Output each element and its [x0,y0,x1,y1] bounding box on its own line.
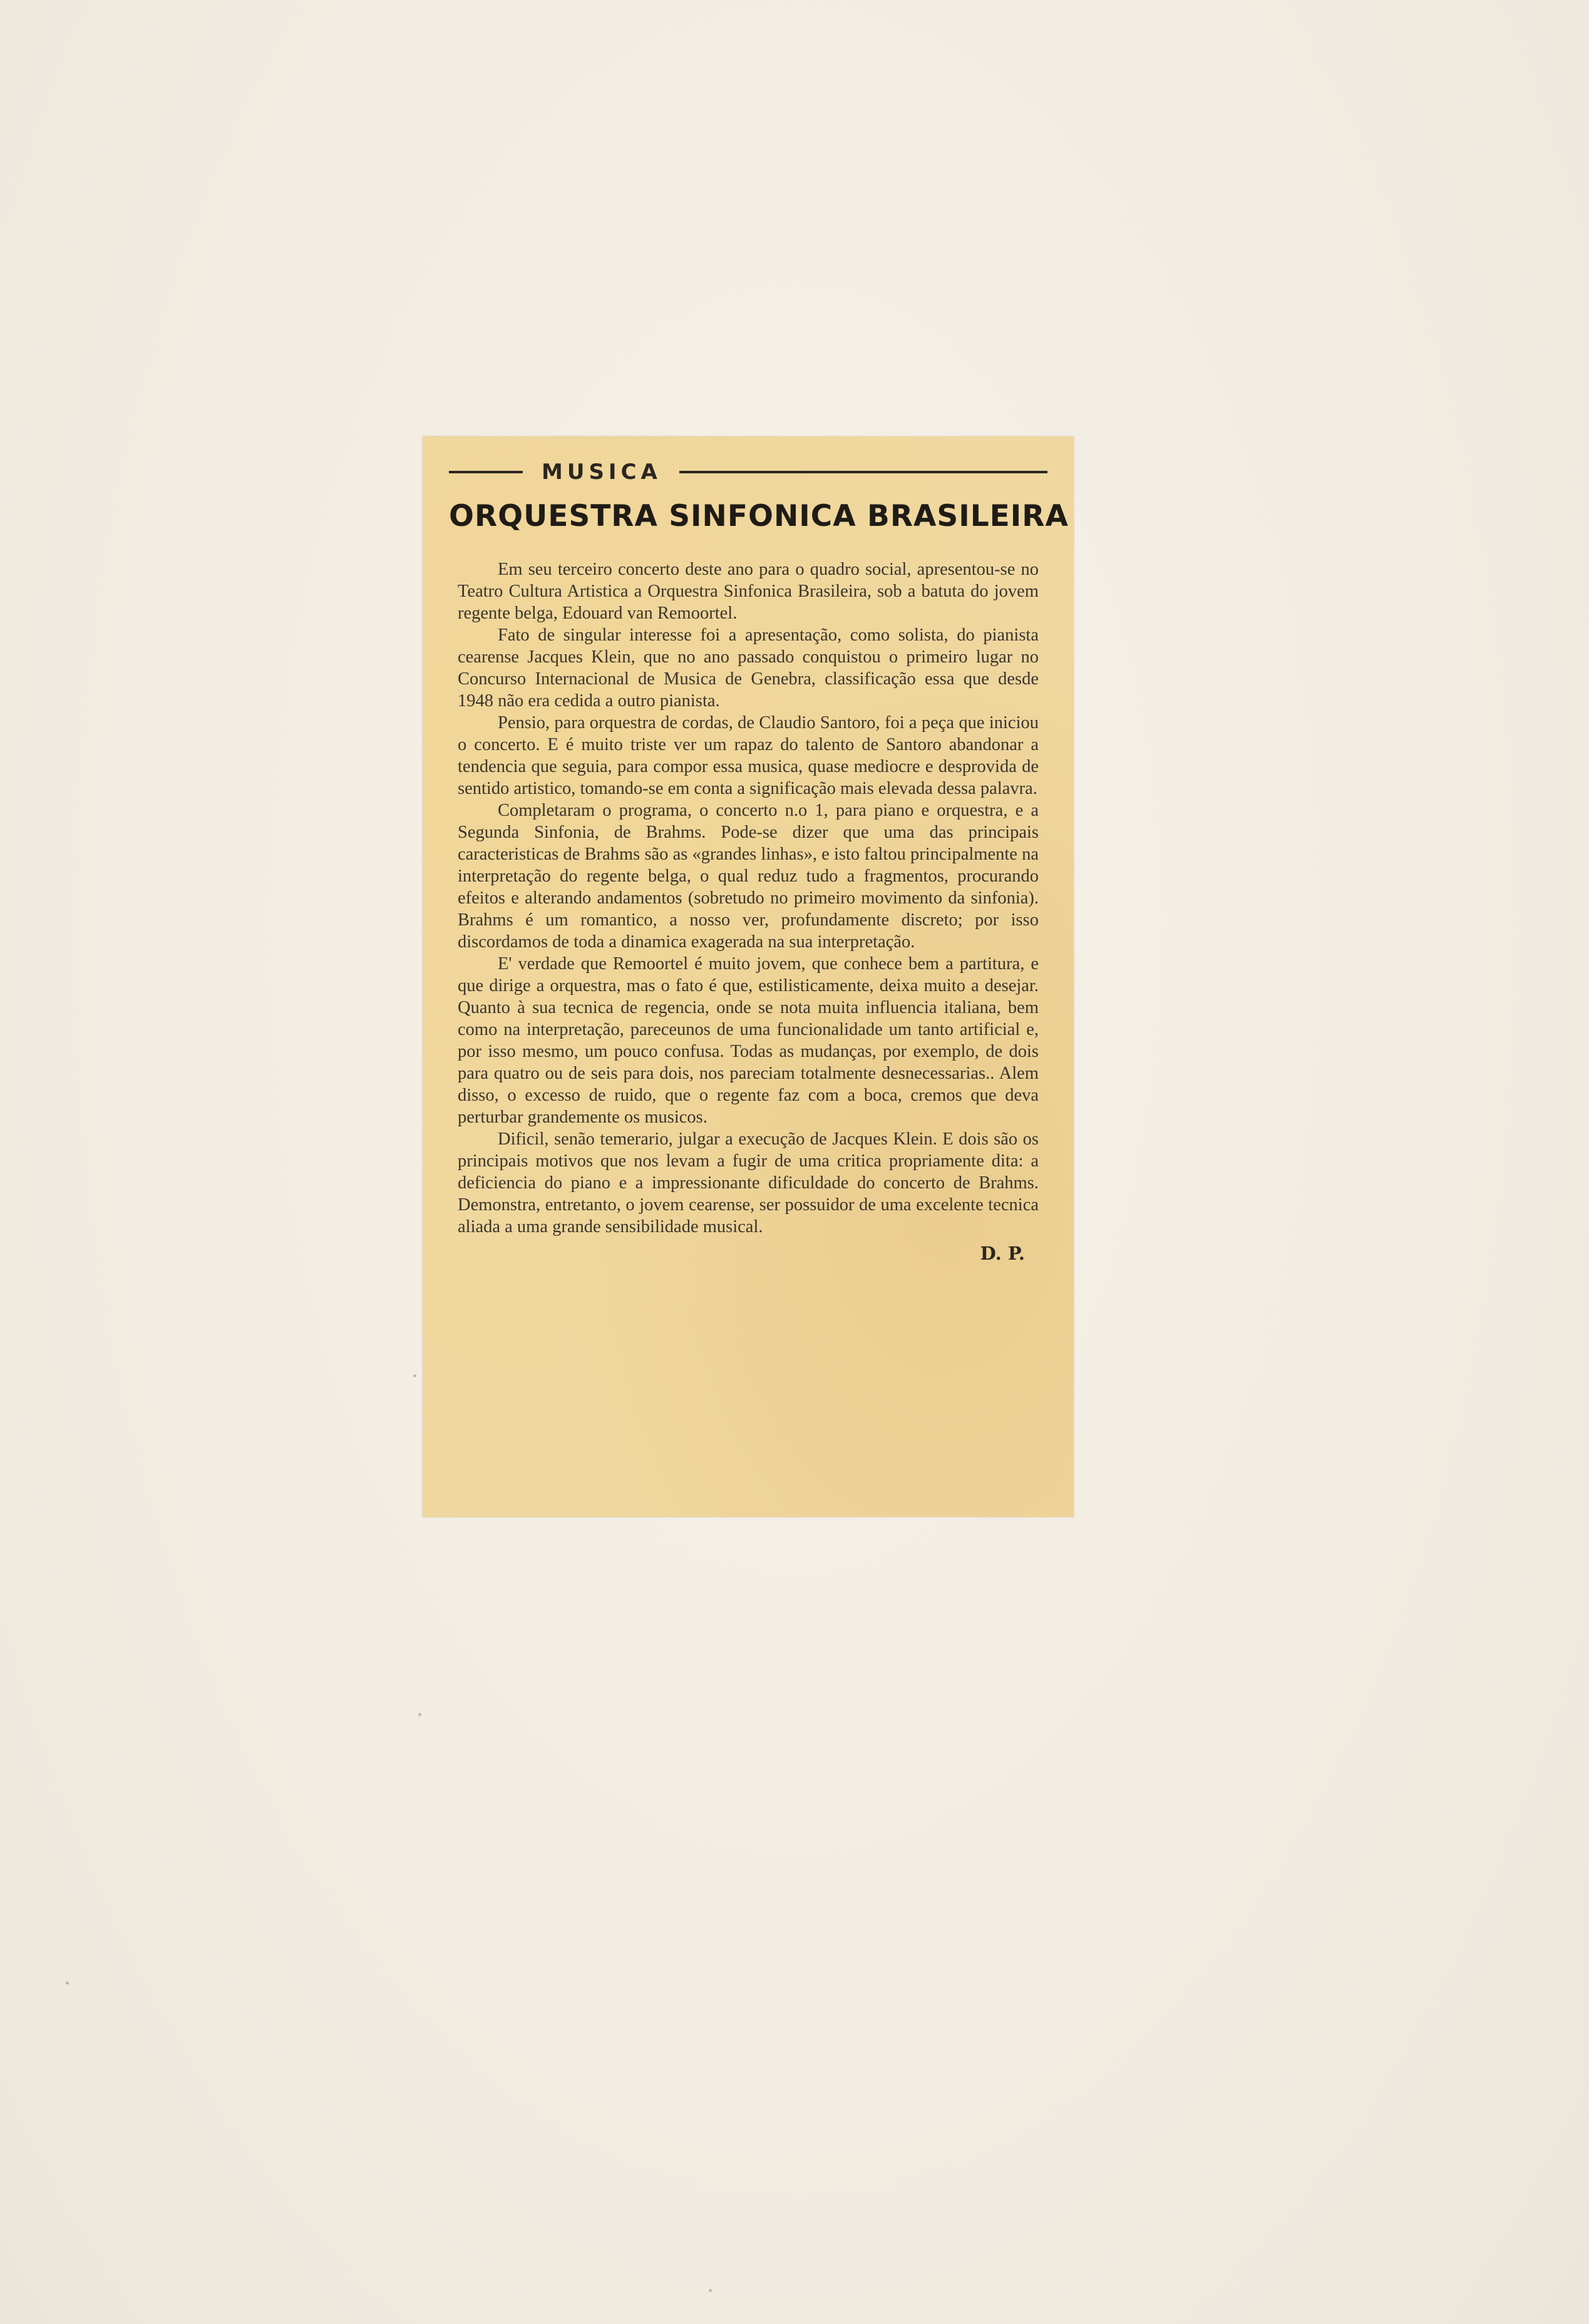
article-paragraph: Completaram o programa, o concerto n.o 1, para piano e orquestra, e a Segunda Sinfonia, de Brahms. Pode-se dizer que uma das principais caracteristicas de Brahms são as «grandes linhas», e isto faltou principalmente na interpretação do regente belga, o qual reduz tudo a fragmentos, procurando efeitos e alterando andamentos (sobretudo no primeiro movimento da sinfonia). Brahms é um romantico, a nosso ver, profundamente discreto; por isso discordamos de toda a dinamica exagerada na sua interpretação. [458,801,1039,952]
paper-speck [66,1982,69,1985]
section-label: MUSICA [542,460,662,485]
paper-speck [418,1713,421,1716]
paper-speck [413,1374,416,1377]
newspaper-clipping [423,436,1074,1517]
article-paragraph: Dificil, senão temerario, julgar a execução de Jacques Klein. E dois são os principais motivos que nos levam a fugir de uma critica propriamente dita: a deficiencia do piano e a impressionante dificuldade do concerto de Brahms. Demonstra, entretanto, o jovem cearense, ser possuidor de uma excelente tecnica aliada a uma grande sensibilidade musical. [458,1129,1039,1237]
header-rule-right [679,471,1047,473]
paper-speck [709,2289,712,2292]
article-paragraph: Em seu terceiro concerto deste ano para o quadro social, apresentou-se no Teatro Cultura Artistica a Orquestra Sinfonica Brasileira, sob a batuta do jovem regente belga, Edouard van Remoortel. [458,560,1039,623]
article-body [449,558,1047,1264]
article-paragraph: Pensio, para orquestra de cordas, de Claudio Santoro, foi a peça que iniciou o concerto. E é muito triste ver um rapaz do talento de Santoro abandonar a tendencia que seguia, para compor essa musica, quase mediocre e desprovida de sentido artistico, tomando-se em conta a significação mais elevada dessa palavra. [458,713,1039,798]
article-headline: ORQUESTRA SINFONICA BRASILEIRA [449,499,1069,533]
section-header [449,455,1047,489]
article-paragraph: Fato de singular interesse foi a apresentação, como solista, do pianista cearense Jacques Klein, que no ano passado conquistou o primeiro lugar no Concurso Internacional de Musica de Genebra, classificação essa que desde 1948 não era cedida a outro pianista. [458,625,1039,711]
header-rule-left [449,471,523,473]
author-signature: D. P. [980,1243,1025,1264]
article-paragraph: E' verdade que Remoortel é muito jovem, que conhece bem a partitura, e que dirige a orquestra, mas o fato é que, estilisticamente, deixa muito a desejar. Quanto à sua tecnica de regencia, onde se nota muita influencia italiana, bem como na interpretação, pareceunos de uma funcionalidade um tanto artificial e, por isso mesmo, um pouco confusa. Todas as mudanças, por exemplo, de dois para quatro ou de seis para dois, nos pareciam totalmente desnecessarias.. Alem disso, o excesso de ruido, que o regente faz com a boca, cremos que deva perturbar grandemente os musicos. [458,954,1039,1127]
